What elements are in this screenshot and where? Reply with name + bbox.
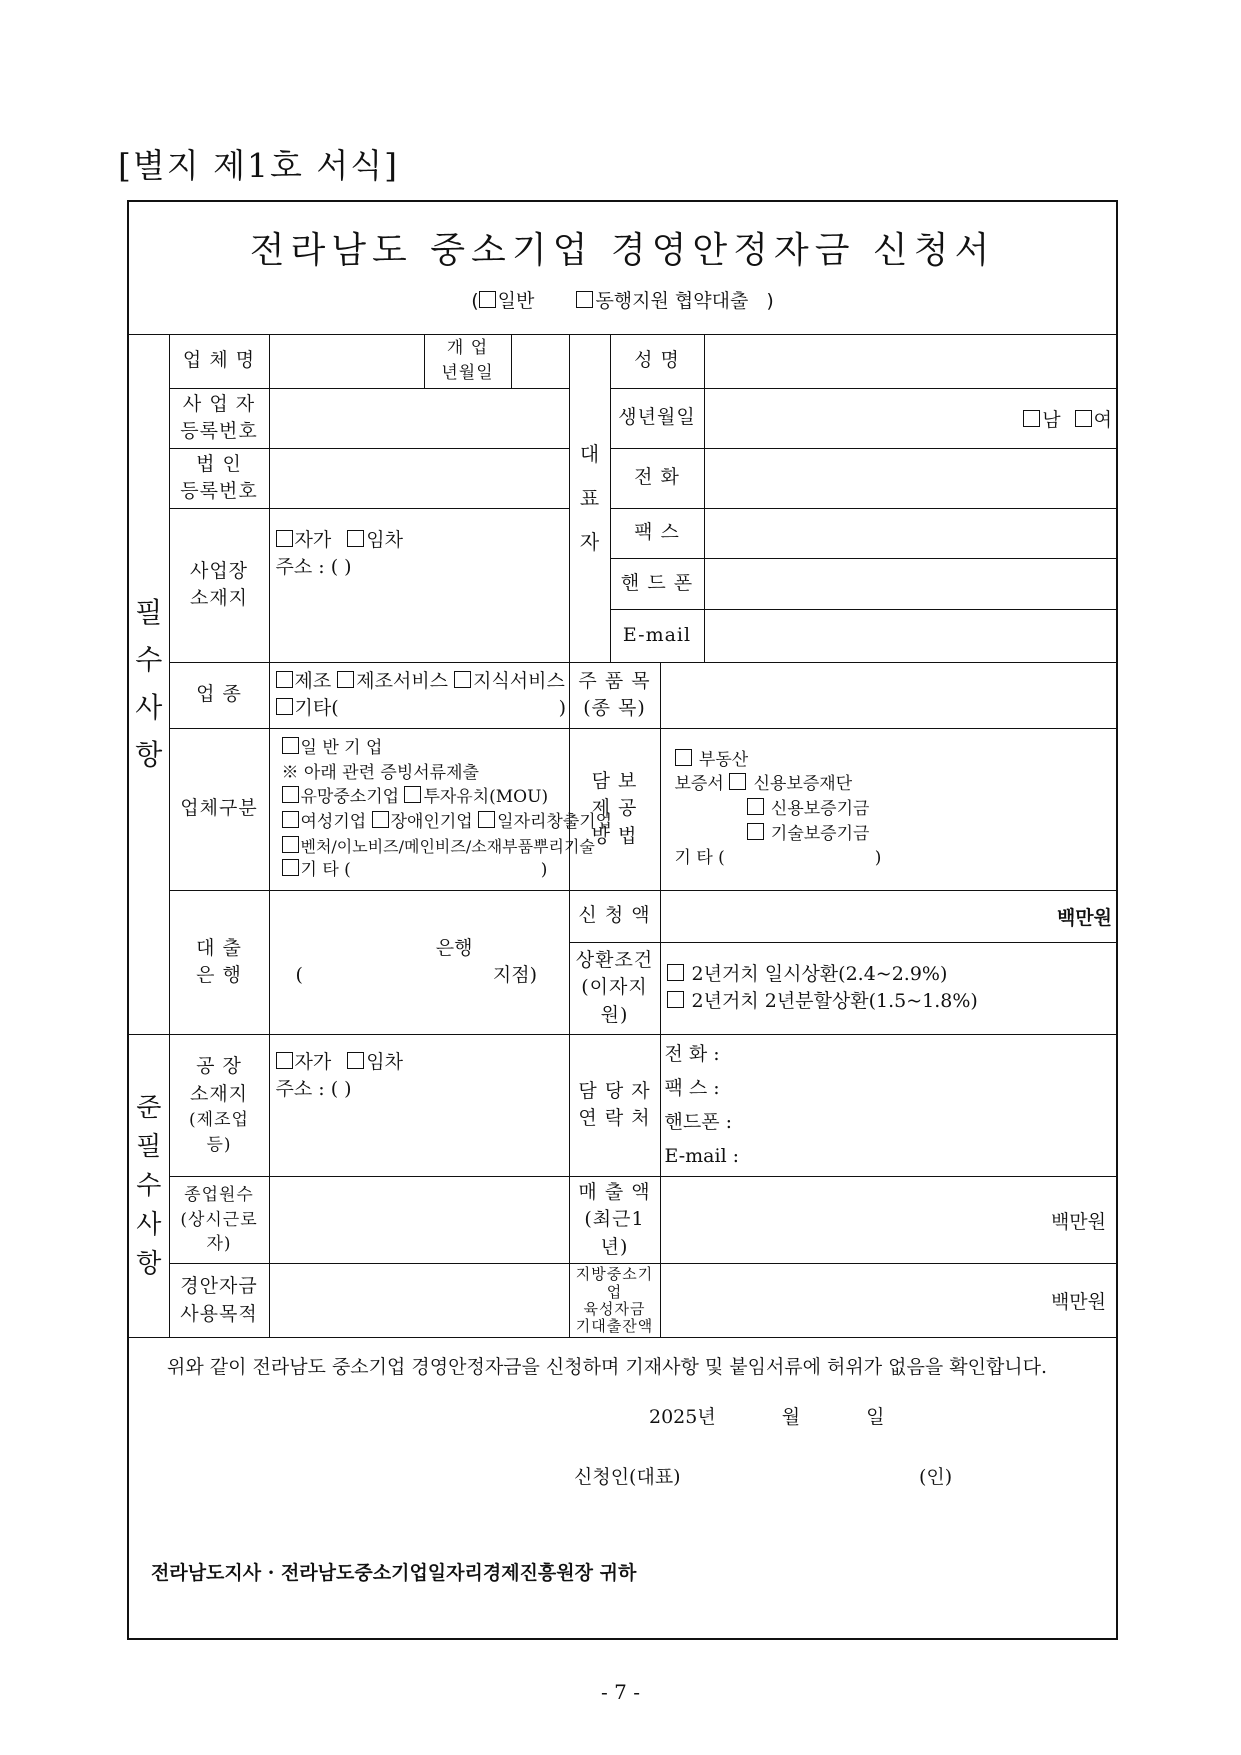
site-field[interactable]	[269, 508, 569, 662]
form-title: 전라남도 중소기업 경영안정자금 신청서	[249, 230, 996, 271]
checkbox-type-jobs[interactable]	[478, 811, 495, 828]
label-contact: 담 당 자 연 락 처	[569, 1034, 660, 1176]
label-industry: 업 종	[169, 662, 269, 728]
checkbox-ind-other[interactable]	[276, 698, 293, 715]
checkbox-partner-loan[interactable]	[576, 291, 593, 308]
checkbox-type-other[interactable]	[282, 859, 299, 876]
application-form	[127, 200, 1118, 1640]
label-rep-mobile: 핸 드 폰	[610, 558, 704, 609]
checkbox-ind-mfg-svc[interactable]	[337, 671, 354, 688]
declaration-area	[129, 1330, 1116, 1640]
label-rep-name: 성 명	[610, 334, 704, 388]
checkbox-type-promising[interactable]	[282, 786, 299, 803]
checkbox-factory-own[interactable]	[276, 1052, 293, 1069]
form-number: [별지 제1호 서식]	[118, 146, 399, 185]
label-balance: 지방중소기업 육성자금 기대출잔액	[569, 1264, 660, 1338]
corp-reg-field[interactable]	[269, 448, 569, 508]
label-rep-fax: 팩 스	[610, 508, 704, 558]
title-area	[129, 202, 1116, 335]
declaration-date: 2025년 월 일	[649, 1406, 885, 1428]
label-site: 사업장 소재지	[169, 508, 269, 662]
checkbox-female[interactable]	[1075, 410, 1092, 427]
rep-birth-field[interactable]	[704, 388, 1118, 448]
page-number: - 7 -	[601, 1680, 640, 1704]
label-loan-bank: 대 출 은 행	[169, 890, 269, 1034]
option-general-label: 일반	[497, 290, 535, 312]
checkbox-factory-lease[interactable]	[347, 1052, 364, 1069]
label-rep-birth: 생년월일	[610, 388, 704, 448]
label-employees: 종업원수 (상시근로자)	[169, 1176, 269, 1264]
section-semi-required: 준 필 수 사 항	[129, 1034, 169, 1338]
label-company-type: 업체구분	[169, 728, 269, 890]
label-collateral: 담 보 제 공 방 법	[569, 728, 660, 890]
checkbox-col-tech-fund[interactable]	[747, 823, 764, 840]
section-representative: 대 표 자	[569, 334, 610, 662]
factory-field[interactable]: 자가 임차 주소 : ( )	[269, 1034, 569, 1176]
checkbox-type-invest[interactable]	[404, 786, 421, 803]
rep-phone-field[interactable]	[704, 448, 1118, 508]
collateral-field: 부동산 보증서 신용보증재단 신용보증기금 기술보증기금 기 타 ( )	[660, 728, 1118, 890]
checkbox-ind-knowledge[interactable]	[454, 671, 471, 688]
employees-field[interactable]	[269, 1176, 569, 1264]
checkbox-col-realestate[interactable]	[675, 749, 692, 766]
checkbox-general[interactable]	[479, 291, 496, 308]
gender-male-label: 남	[1042, 408, 1061, 431]
purpose-field[interactable]	[269, 1264, 569, 1338]
checkbox-type-general[interactable]	[282, 737, 299, 754]
label-rep-email: E-mail	[610, 609, 704, 662]
label-founded: 개 업 년월일	[424, 334, 511, 388]
balance-field[interactable]: 백만원	[660, 1264, 1118, 1338]
company-type-field: 일 반 기 업 ※ 아래 관련 증빙서류제출 유망중소기업 투자유치(MOU) 여성기업 장애인기업 일자리창출기업 벤처/이노비즈/메인비즈/소재부품뿌리기술 기 타 ( )	[269, 728, 569, 890]
label-purpose: 경안자금 사용목적	[169, 1264, 269, 1338]
label-rep-phone: 전 화	[610, 448, 704, 508]
declaration-text: 위와 같이 전라남도 중소기업 경영안정자금을 신청하며 기재사항 및 붙임서류에 허위가 없음을 확인합니다.	[167, 1356, 1048, 1378]
biz-reg-field[interactable]	[269, 388, 569, 448]
loan-bank-field[interactable]: 은행 ( 지점)	[269, 890, 569, 1034]
addressee: 전라남도지사 · 전라남도중소기업일자리경제진흥원장 귀하	[151, 1562, 637, 1584]
label-main-product: 주 품 목 (종 목)	[569, 662, 660, 728]
rep-mobile-field[interactable]	[704, 558, 1118, 609]
company-name-field[interactable]	[269, 334, 424, 388]
form-grid	[129, 334, 1118, 1338]
label-biz-reg: 사 업 자 등록번호	[169, 388, 269, 448]
label-factory: 공 장 소재지 (제조업 등)	[169, 1034, 269, 1176]
repay-field: 2년거치 일시상환(2.4~2.9%) 2년거치 2년분할상환(1.5~1.8%)	[660, 942, 1118, 1034]
founded-field[interactable]	[511, 334, 569, 388]
gender-female-label: 여	[1093, 408, 1112, 431]
loan-type-selector	[129, 286, 1116, 313]
checkbox-col-credit-fdn[interactable]	[729, 773, 746, 790]
checkbox-ind-mfg[interactable]	[276, 671, 293, 688]
rep-fax-field[interactable]	[704, 508, 1118, 558]
paren-close: )	[766, 290, 774, 312]
label-apply-amount: 신 청 액	[569, 890, 660, 942]
paren-open: (	[471, 290, 479, 312]
checkbox-site-lease[interactable]	[347, 530, 364, 547]
label-company-name: 업 체 명	[169, 334, 269, 388]
checkbox-site-own[interactable]	[276, 530, 293, 547]
industry-field: 제조 제조서비스 지식서비스 기타( )	[269, 662, 569, 728]
checkbox-type-venture[interactable]	[282, 836, 299, 853]
checkbox-male[interactable]	[1023, 410, 1040, 427]
site-lease-label: 임차	[366, 528, 403, 551]
main-product-field[interactable]	[660, 662, 1118, 728]
label-corp-reg: 법 인 등록번호	[169, 448, 269, 508]
checkbox-type-disabled[interactable]	[372, 811, 389, 828]
label-sales: 매 출 액 (최근1년)	[569, 1176, 660, 1264]
applicant-label: 신청인(대표)	[574, 1466, 681, 1488]
contact-field[interactable]: 전 화 : 팩 스 : 핸드폰 : E-mail :	[660, 1034, 1118, 1176]
section-required: 필 수 사 항	[129, 334, 169, 1034]
checkbox-col-credit-fund[interactable]	[747, 798, 764, 815]
sales-field[interactable]: 백만원	[660, 1176, 1118, 1264]
checkbox-repay-lump[interactable]	[667, 964, 684, 981]
rep-name-field[interactable]	[704, 334, 1118, 388]
site-address: 주소 : ( )	[275, 556, 352, 579]
checkbox-repay-split[interactable]	[667, 991, 684, 1008]
site-own-label: 자가	[294, 528, 332, 551]
factory-address: 주소 : ( )	[275, 1078, 352, 1101]
rep-email-field[interactable]	[704, 609, 1118, 662]
seal-mark: (인)	[919, 1466, 953, 1488]
apply-amount-field[interactable]: 백만원	[660, 890, 1118, 942]
checkbox-type-women[interactable]	[282, 811, 299, 828]
label-repay: 상환조건 (이자지원)	[569, 942, 660, 1034]
option-partner-loan-label: 동행지원 협약대출	[595, 290, 749, 312]
